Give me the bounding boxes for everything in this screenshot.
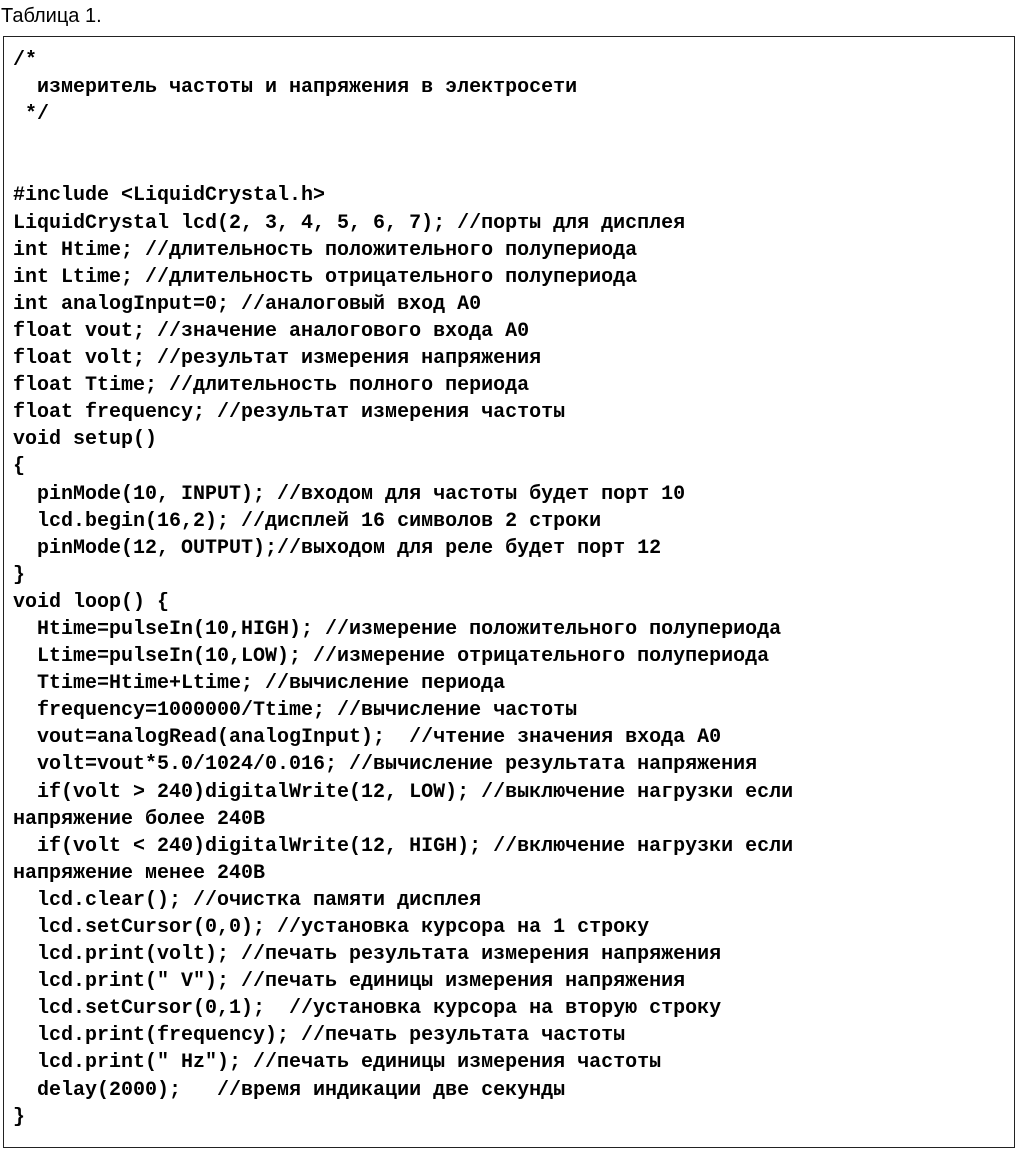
code-line: pinMode(12, OUTPUT);//выходом для реле будет порт 12 — [13, 536, 662, 560]
code-line: lcd.print(frequency); //печать результата частоты — [13, 1024, 626, 1048]
code-line: int analogInput=0; //аналоговый вход A0 — [13, 292, 482, 316]
code-line: volt=vout*5.0/1024/0.016; //вычисление результата напряжения — [13, 753, 758, 777]
code-line: lcd.setCursor(0,1); //установка курсора на вторую строку — [13, 997, 722, 1021]
code-line: LiquidCrystal lcd(2, 3, 4, 5, 6, 7); //порты для дисплея — [13, 211, 686, 235]
table-caption: Таблица 1. — [1, 5, 102, 27]
code-line: lcd.clear(); //очистка памяти дисплея — [13, 888, 482, 912]
code-line: напряжение менее 240В — [13, 861, 266, 885]
code-line: lcd.begin(16,2); //дисплей 16 символов 2 строки — [13, 509, 602, 533]
code-line: delay(2000); //время индикации две секунды — [13, 1078, 566, 1102]
code-line: pinMode(10, INPUT); //входом для частоты будет порт 10 — [13, 482, 686, 506]
code-listing-box — [3, 36, 1015, 1148]
code-line: lcd.print(volt); //печать результата измерения напряжения — [13, 943, 722, 967]
code-line: lcd.print(" V"); //печать единицы измерения напряжения — [13, 970, 686, 994]
code-listing — [13, 47, 793, 1131]
code-line: */ — [13, 103, 50, 127]
code-line: int Ltime; //длительность отрицательного полупериода — [13, 265, 638, 289]
code-line: void setup() — [13, 428, 158, 452]
code-line: { — [13, 455, 26, 479]
code-line: } — [13, 1105, 26, 1129]
code-line: if(volt > 240)digitalWrite(12, LOW); //выключение нагрузки если — [13, 780, 794, 804]
code-line: if(volt < 240)digitalWrite(12, HIGH); //включение нагрузки если — [13, 834, 794, 858]
code-line: } — [13, 563, 26, 587]
code-line: float vout; //значение аналогового входа A0 — [13, 319, 530, 343]
code-line: lcd.print(" Hz"); //печать единицы измерения частоты — [13, 1051, 662, 1075]
code-line: vout=analogRead(analogInput); //чтение значения входа A0 — [13, 726, 722, 750]
code-line: Htime=pulseIn(10,HIGH); //измерение положительного полупериода — [13, 617, 782, 641]
code-line: #include <LiquidCrystal.h> — [13, 184, 326, 208]
code-line — [13, 155, 793, 182]
code-line: Ltime=pulseIn(10,LOW); //измерение отрицательного полупериода — [13, 645, 770, 669]
code-line: напряжение более 240В — [13, 807, 266, 831]
code-line — [13, 128, 793, 155]
code-line: int Htime; //длительность положительного полупериода — [13, 238, 638, 262]
code-line: измеритель частоты и напряжения в электросети — [13, 76, 578, 100]
code-line: lcd.setCursor(0,0); //установка курсора на 1 строку — [13, 916, 650, 939]
code-line: /* — [13, 49, 38, 72]
code-line: float frequency; //результат измерения частоты — [13, 401, 566, 425]
code-line: float Ttime; //длительность полного периода — [13, 374, 530, 398]
code-line: void loop() { — [13, 590, 170, 614]
code-line: Ttime=Htime+Ltime; //вычисление периода — [13, 672, 506, 696]
code-line: float volt; //результат измерения напряжения — [13, 347, 542, 371]
code-line: frequency=1000000/Ttime; //вычисление частоты — [13, 699, 578, 723]
